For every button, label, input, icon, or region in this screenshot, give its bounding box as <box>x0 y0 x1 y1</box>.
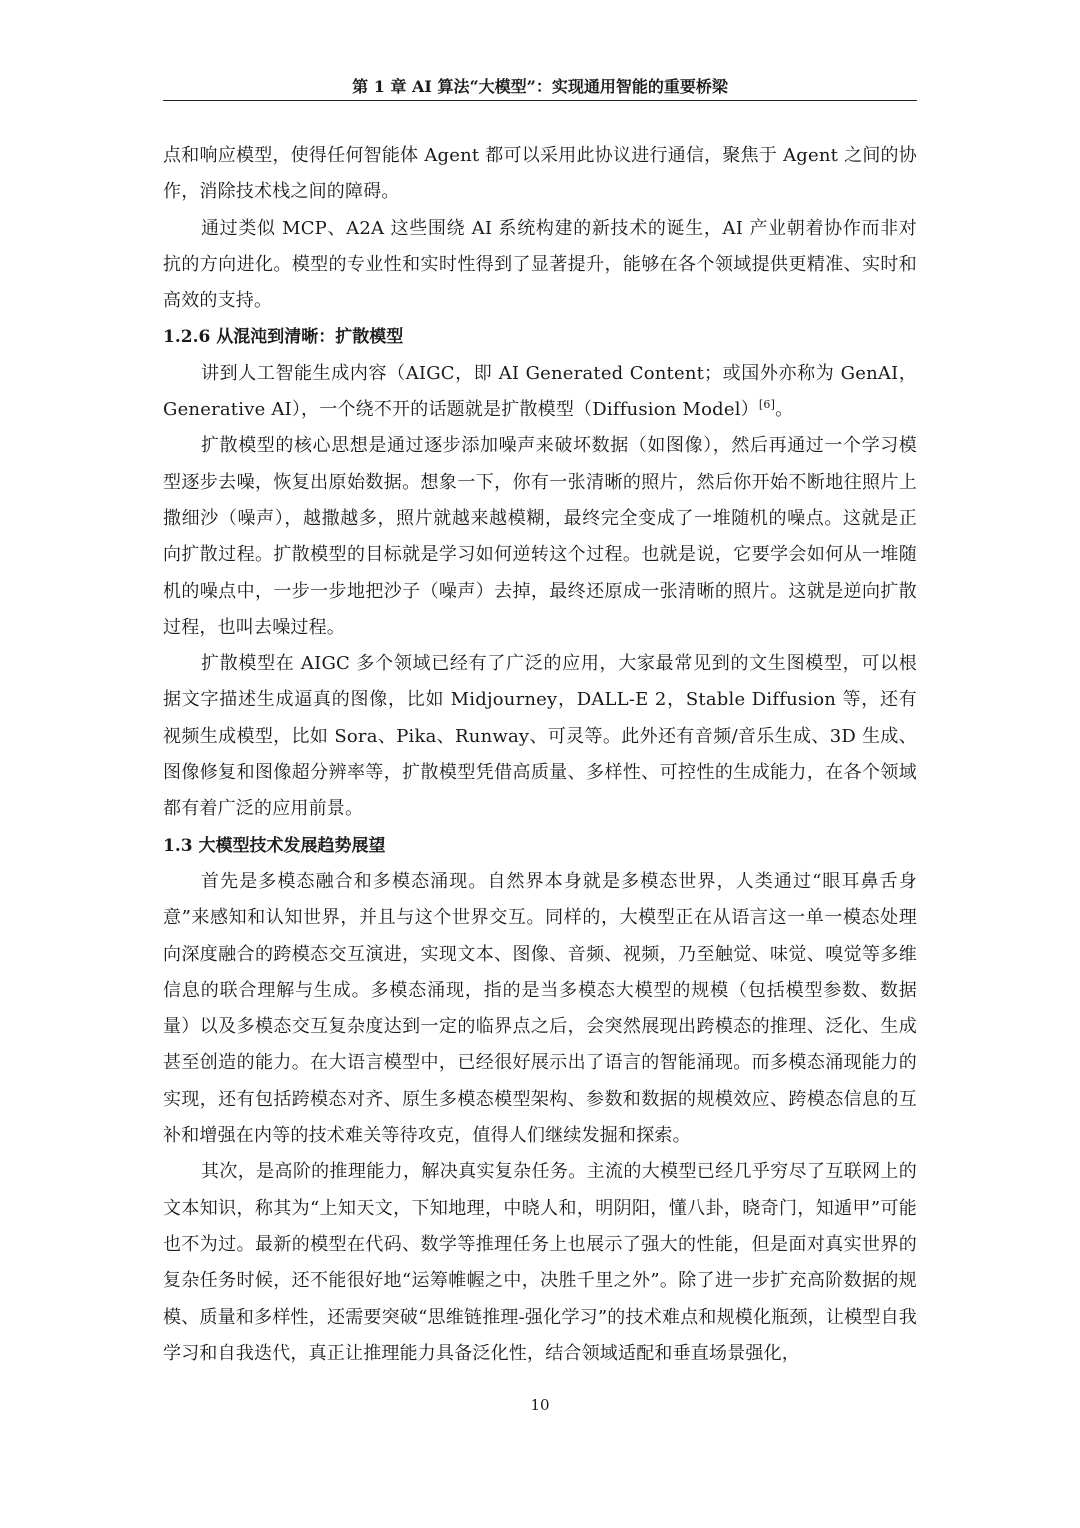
paragraph-multimodal: 首先是多模态融合和多模态涌现。自然界本身就是多模态世界，人类通过“眼耳鼻舌身意”来感知和认知世界，并且与这个世界交互。同样的，大模型正在从语言这一单一模态处理向深度融合的跨模态交互演进，实现文本、图像、音频、视频，乃至触觉、味觉、嗅觉等多维信息的联合理解与生成。多模态涌现，指的是当多模态大模型的规模（包括模型参数、数据量）以及多模态交互复杂度达到一定的临界点之后，会突然展现出跨模态的推理、泛化、生成甚至创造的能力。在大语言模型中，已经很好展示出了语言的智能涌现。而多模态涌现能力的实现，还有包括跨模态对齐、原生多模态模型架构、参数和数据的规模效应、跨模态信息的互补和增强在内等的技术难关等待攻克，值得人们继续发掘和探索。 <box>163 870 917 1147</box>
section-heading-1-3: 1.3 大模型技术发展趋势展望 <box>163 835 386 856</box>
paragraph-diffusion-core-idea: 扩散模型的核心思想是通过逐步添加噪声来破坏数据（如图像），然后再通过一个学习模型逐步去噪，恢复出原始数据。想象一下，你有一张清晰的照片，然后你开始不断地往照片上撒细沙（噪声），越撒越多，照片就越来越模糊，最终完全变成了一堆随机的噪点。这就是正向扩散过程。扩散模型的目标就是学习如何逆转这个过程。也就是说，它要学会如何从一堆随机的噪点中，一步一步地把沙子（噪声）去掉，最终还原成一张清晰的照片。这就是逆向扩散过程，也叫去噪过程。 <box>163 435 917 638</box>
section-heading-1-2-6: 1.2.6 从混沌到清晰：扩散模型 <box>163 327 404 348</box>
paragraph-diffusion-applications: 扩散模型在 AIGC 多个领域已经有了广泛的应用，大家最常见到的文生图模型，可以根据文字描述生成逼真的图像，比如 Midjourney，DALL-E 2，Stable Diffusion 等，还有视频生成模型，比如 Sora、Pika、Runway、可灵等。此外还有音频/音乐生成、3D 生成、图像修复和图像超分辨率等，扩散模型凭借高质量、多样性、可控性的生成能力，在各个领域都有着广泛的应用前景。 <box>163 653 917 820</box>
citation-reference: [6] <box>758 398 776 412</box>
aigc-intro-text: 讲到人工智能生成内容（AIGC，即 AI Generated Content；或国外亦称为 GenAI，Generative AI），一个绕不开的话题就是扩散模型（Diffusion Model） <box>163 362 917 421</box>
paragraph-reasoning: 其次，是高阶的推理能力，解决真实复杂任务。主流的大模型已经几乎穷尽了互联网上的文本知识，称其为“上知天文，下知地理，中晓人和，明阴阳，懂八卦，晓奇门，知遁甲”可能也不为过。最新的模型在代码、数学等推理任务上也展示了强大的性能，但是面对真实世界的复杂任务时候，还不能很好地“运筹帷幄之中，决胜千里之外”。除了进一步扩充高阶数据的规模、质量和多样性，还需要突破“思维链推理-强化学习”的技术难点和规模化瓶颈，让模型自我学习和自我迭代，真正让推理能力具备泛化性，结合领域适配和垂直场景强化， <box>163 1161 917 1364</box>
page-body <box>163 138 917 1372</box>
running-header: 第 1 章 AI 算法“大模型”：实现通用智能的重要桥梁 <box>352 77 728 96</box>
page-number: 10 <box>530 1396 550 1414</box>
paragraph-continuation: 点和响应模型，使得任何智能体 Agent 都可以采用此协议进行通信，聚焦于 Agent 之间的协作，消除技术栈之间的障碍。 <box>163 145 917 203</box>
paragraph-mcp-a2a: 通过类似 MCP、A2A 这些围绕 AI 系统构建的新技术的诞生，AI 产业朝着协作而非对抗的方向进化。模型的专业性和实时性得到了显著提升，能够在各个领域提供更精准、实时和高效的支持。 <box>163 217 917 312</box>
aigc-intro-end: 。 <box>775 399 794 421</box>
paragraph-aigc-intro <box>163 356 917 429</box>
header-divider <box>163 100 917 101</box>
